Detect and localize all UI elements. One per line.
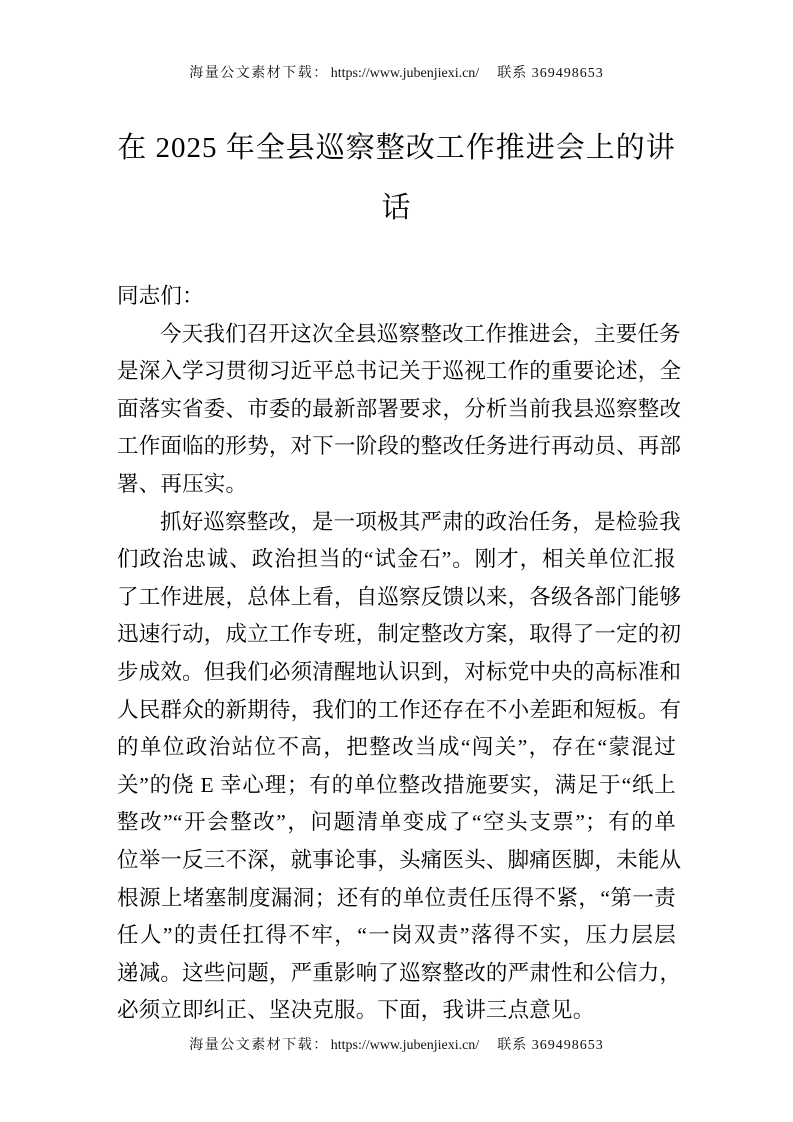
body-line: 的单位政治站位不高，把整改当成“闯关”，存在“蒙混过: [117, 735, 676, 760]
body-line: 关”的侥 E 幸心理；有的单位整改措施要实，满足于“纸上: [117, 772, 676, 797]
body-line: 们政治忠诚、政治担当的“试金石”。刚才，相关单位汇报: [117, 547, 676, 572]
header-watermark: [0, 64, 793, 84]
body-line: 任人”的责任扛得不牢，“一岗双责”落得不实，压力层层: [117, 923, 676, 948]
header-watermark-label: 海量公文素材下载：: [189, 66, 329, 81]
paragraph-opening: [117, 316, 682, 504]
footer-url-link[interactable]: https://www.jubenjiexi.cn/: [330, 1038, 480, 1053]
body-line: 抓好巡察整改，是一项极其严肃的政治任务，是检验我: [160, 509, 681, 534]
body-line: 人民群众的新期待，我们的工作还存在不小差距和短板。有: [117, 697, 682, 722]
body-line: 工作面临的形势，对下一阶段的整改任务进行再动员、再部: [117, 434, 682, 459]
body-line: 迅速行动，成立工作专班，制定整改方案，取得了一定的初: [117, 622, 682, 647]
footer-watermark: [0, 1036, 793, 1056]
footer-watermark-label: 海量公文素材下载：: [189, 1038, 329, 1053]
document-body: [117, 278, 682, 1030]
body-line: 递减。这些问题，严重影响了巡察整改的严肃性和公信力，: [117, 960, 682, 985]
title-line-2: 话: [381, 192, 412, 224]
document-title: [117, 118, 676, 238]
body-line: 今天我们召开这次全县巡察整改工作推进会，主要任务: [160, 321, 681, 346]
body-line: 署、再压实。: [117, 471, 248, 496]
title-line-1: 在 2025 年全县巡察整改工作推进会上的讲: [117, 132, 676, 164]
paragraph-salutation: [117, 278, 676, 316]
header-url-link[interactable]: https://www.jubenjiexi.cn/: [330, 66, 480, 81]
body-line: 整改”“开会整改”，问题清单变成了“空头支票”；有的单: [117, 810, 676, 835]
paragraph-assessment: [117, 504, 682, 1030]
body-line: 必须立即纠正、坚决克服。下面，我讲三点意见。: [117, 998, 595, 1023]
header-contact: 联系 369498653: [497, 66, 604, 81]
body-line: 是深入学习贯彻习近平总书记关于巡视工作的重要论述，全: [117, 359, 682, 384]
body-line: 位举一反三不深，就事论事，头痛医头、脚痛医脚，未能从: [117, 847, 682, 872]
body-line: 同志们：: [117, 284, 204, 308]
body-line: 了工作进展，总体上看，自巡察反馈以来，各级各部门能够: [117, 584, 682, 609]
body-line: 步成效。但我们必须清醒地认识到，对标党中央的高标准和: [117, 659, 682, 684]
footer-contact: 联系 369498653: [497, 1038, 604, 1053]
body-line: 根源上堵塞制度漏洞；还有的单位责任压得不紧，“第一责: [117, 885, 676, 910]
body-line: 面落实省委、市委的最新部署要求，分析当前我县巡察整改: [117, 396, 682, 421]
